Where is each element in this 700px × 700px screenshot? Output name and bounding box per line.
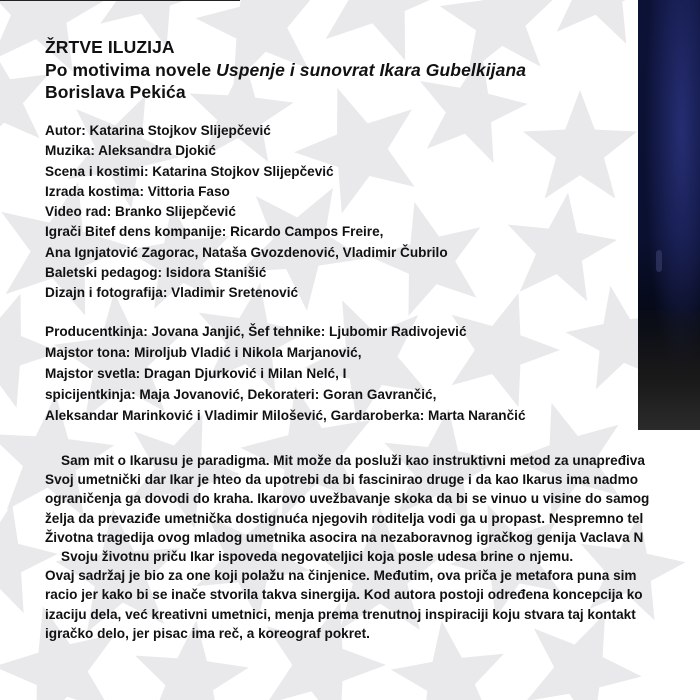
crew-line: spicijentkinja: Maja Jovanović, Dekorateri: Goran Gavrančić, [45,387,437,402]
title-block [45,36,605,104]
essay-paragraph [45,451,700,643]
essay-line: ograničenja ga dovodi do kraha. Ikarovo uvežbavanje skoka da bi se vinuo u visine do samog [45,491,650,507]
credit-line: Scena i kostimi: Katarina Stojkov Slijepčević [45,163,334,179]
top-rule [0,0,240,1]
essay-line: Životna tragedija ovog mladog umetnika asocira na nezaboravnog igračkog genija Vaclava N [45,529,644,545]
credit-line: Ana Ignjatović Zagorac, Nataša Gvozdenović, Vladimir Čubrilo [45,244,448,260]
author-line: Borislava Pekića [45,82,186,102]
essay-line: racio jer kako bi se inače stvorila takva sinergija. Kod autora postoji određena koncepcija ko [45,587,643,603]
essay-line: Ovaj sadržaj je bio za one koji polažu na činjenice. Međutim, ova priča je metafora puna sim [45,568,637,584]
stage-light [656,250,662,272]
credit-line: Igrači Bitef dens kompanije: Ricardo Campos Freire, [45,224,384,240]
crew-list [45,321,645,426]
stage-floor [638,310,700,430]
essay-line: izaciju dela, već kreativni umetnici, menja prema trenutnoj inspiraciji koju stvara taj kontakt [45,606,636,622]
credit-line: Autor: Katarina Stojkov Slijepčević [45,123,271,138]
essay-line: želja da prevaziđe umetnička dostignuća njegovih roditelja vodi ga u propast. Nespremno tel [45,510,644,526]
credits-list [45,121,625,304]
subtitle [45,59,605,82]
essay-line: Svoju životnu priču Ikar ispoveda negovatelјici koja posle udesa brine o njemu. [61,549,574,565]
essay-line: Svoj umetnički dar Ikar je hteo da upotrebi da bi fascinirao druge i da kao Ikarus ima nadmo [45,472,638,488]
credit-line: Baletski pedagog: Isidora Stanišić [45,265,267,281]
crew-line: Producentkinja: Jovana Janjić, Šef tehnike: Ljubomir Radivojević [45,324,467,339]
credit-line: Muzika: Aleksandra Djokić [45,143,216,159]
credit-line: Izrada kostima: Vittoria Faso [45,183,230,199]
essay-line: Sam mit o Ikarusu je paradigma. Mit može da posluži kao instruktivni metod za unapređiva [61,453,645,468]
essay-line: igračko delo, jer pisac ima reč, a koreograf pokret. [45,625,370,641]
crew-line: Aleksandar Marinković i Vladimir Milošević, Gardaroberka: Marta Narančić [45,408,526,423]
subtitle-prefix: Po motivima novele [45,59,217,80]
credit-line: Dizajn i fotografija: Vladimir Sretenović [45,285,299,301]
crew-line: Majstor tona: Miroljub Vladić i Nikola Marjanović, [45,345,362,360]
credit-line: Video rad: Branko Slijepčević [45,204,236,220]
page-title: ŽRTVE ILUZIJA [45,37,175,57]
star-shape [0,46,49,150]
subtitle-work: Uspenje i sunovrat Ikara Gubelkijana [216,59,527,80]
crew-line: Majstor svetla: Dragan Djurković i Milan Nelć, I [45,366,347,381]
stage-photo [638,0,700,430]
